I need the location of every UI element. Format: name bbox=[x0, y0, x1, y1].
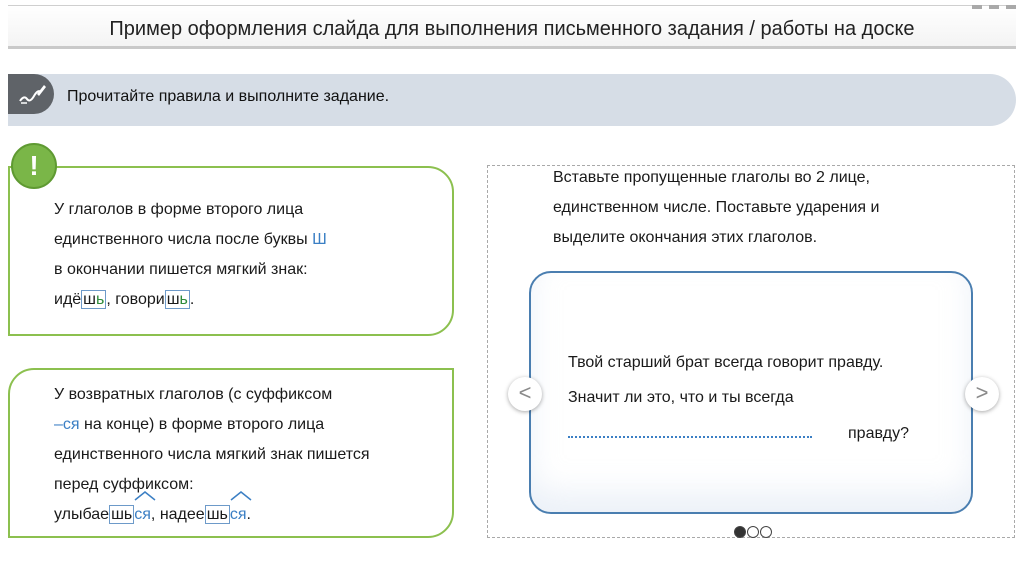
rule2-line1: У возвратных глаголов (с суффиксом bbox=[54, 386, 333, 403]
ending-box: шь bbox=[111, 506, 133, 523]
rule1-line1: У глаголов в форме второго лица bbox=[54, 201, 304, 218]
exclamation-badge-icon: ! bbox=[11, 143, 57, 189]
suffix-sya: –ся bbox=[54, 416, 80, 433]
answer-blank[interactable] bbox=[568, 436, 812, 438]
exercise-sentence-2: Значит ли это, что и ты всегда bbox=[568, 389, 794, 406]
rule2-line4: перед суффиксом: bbox=[54, 476, 194, 493]
rule-text-reflexive bbox=[54, 380, 444, 530]
suffix-mark: ся bbox=[134, 500, 151, 530]
header-corner-marks bbox=[972, 5, 1016, 10]
rule-text-second-person bbox=[54, 195, 434, 315]
letter-sh: Ш bbox=[312, 231, 327, 248]
ending-box: шь bbox=[206, 506, 228, 523]
slide-pager[interactable] bbox=[734, 526, 774, 540]
rule2-line2: –ся на конце) в форме второго лица bbox=[54, 416, 325, 433]
pager-dot-3[interactable] bbox=[760, 526, 772, 538]
pager-dot-1[interactable] bbox=[734, 526, 746, 538]
next-slide-button[interactable]: > bbox=[965, 377, 999, 411]
rule1-line2: единственного числа после буквы Ш bbox=[54, 231, 327, 248]
rule1-line3: в окончании пишется мягкий знак: bbox=[54, 261, 308, 278]
exercise-sentence-3: правду? bbox=[848, 425, 910, 442]
prev-slide-button[interactable]: < bbox=[508, 377, 542, 411]
rule1-examples: идё шь , говори шь . bbox=[54, 291, 195, 308]
suffix-mark: ся bbox=[230, 500, 247, 530]
task-instruction: Вставьте пропущенные глаголы во 2 лице, единственном числе. Поставьте ударения и выделите окончания этих глаголов. bbox=[553, 169, 880, 246]
exercise-sentence-1: Твой старший брат всегда говорит правду. bbox=[568, 354, 884, 371]
ending-box: шь bbox=[83, 291, 105, 308]
header-divider bbox=[8, 46, 1016, 49]
pager-dot-2[interactable] bbox=[747, 526, 759, 538]
rule2-examples: улыбае шь ся, надее шь ся. bbox=[54, 500, 444, 530]
rule2-line3: единственного числа мягкий знак пишется bbox=[54, 446, 370, 463]
pen-writing-icon bbox=[8, 74, 54, 114]
slide-header bbox=[8, 5, 1016, 47]
ending-box: шь bbox=[166, 291, 188, 308]
slide-title: Пример оформления слайда для выполнения письменного задания / работы на доске bbox=[109, 18, 915, 40]
instruction-text: Прочитайте правила и выполните задание. bbox=[67, 88, 390, 105]
